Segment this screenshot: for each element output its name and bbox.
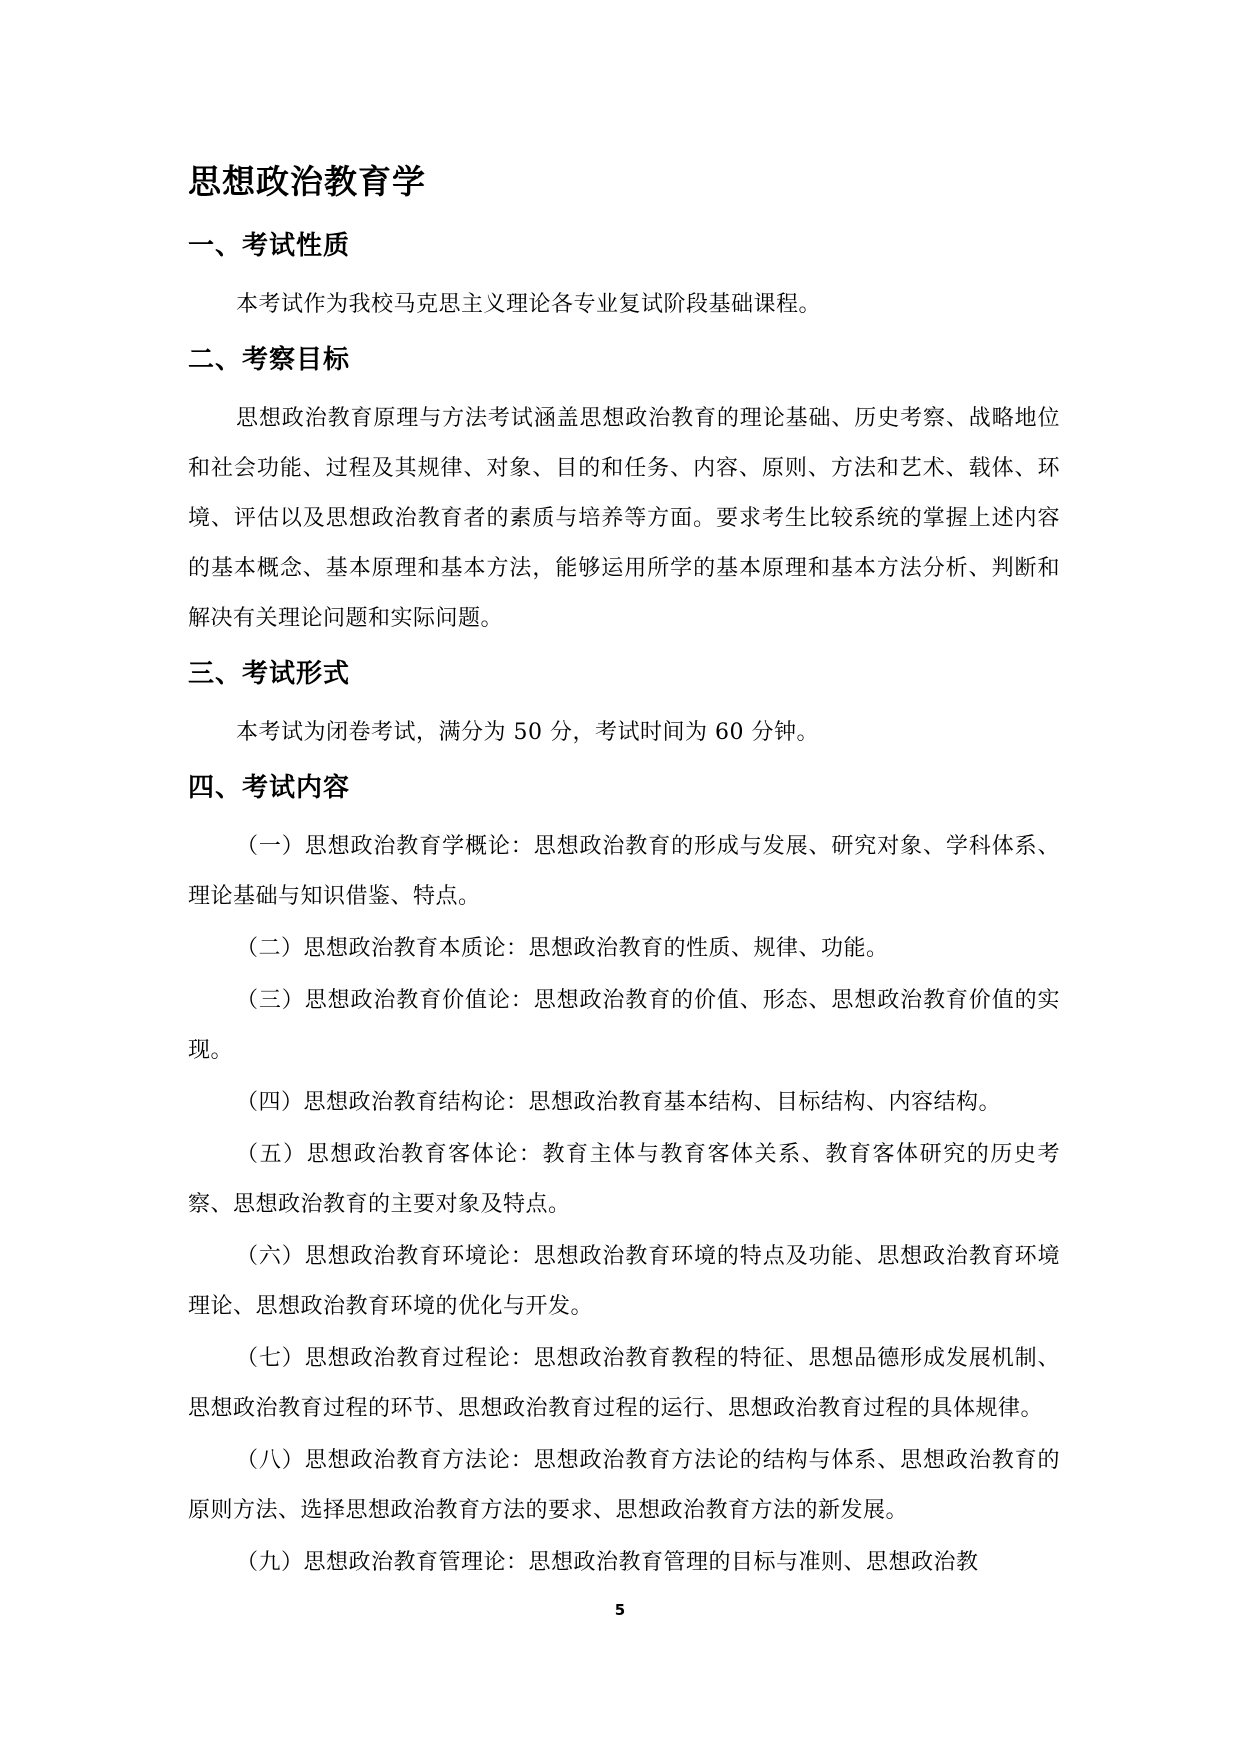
- content-item: （四）思想政治教育结构论：思想政治教育基本结构、目标结构、内容结构。: [236, 1090, 1002, 1115]
- content-item: （七）思想政治教育过程论：思想政治教育教程的特征、思想品德形成发展机制、思想政治教育过程的环节、思想政治教育过程的运行、思想政治教育过程的具体规律。: [188, 1346, 1060, 1421]
- section-heading: 三、考试形式: [188, 659, 351, 689]
- content-item: （二）思想政治教育本质论：思想政治教育的性质、规律、功能。: [236, 936, 889, 961]
- content-item: （三）思想政治教育价值论：思想政治教育的价值、形态、思想政治教育价值的实现。: [188, 988, 1060, 1063]
- section-exam-objectives: [188, 340, 1060, 644]
- page-number: 5: [614, 1601, 626, 1619]
- content-item: （六）思想政治教育环境论：思想政治教育环境的特点及功能、思想政治教育环境理论、思想政治教育环境的优化与开发。: [188, 1244, 1060, 1319]
- section-heading: 四、考试内容: [188, 773, 351, 803]
- paragraph: 思想政治教育原理与方法考试涵盖思想政治教育的理论基础、历史考察、战略地位和社会功能、过程及其规律、对象、目的和任务、内容、原则、方法和艺术、载体、环境、评估以及思想政治教育者的素质与培养等方面。要求考生比较系统的掌握上述内容的基本概念、基本原理和基本方法，能够运用所学的基本原理和基本方法分析、判断和解决有关理论问题和实际问题。: [188, 406, 1060, 631]
- paragraph: 本考试作为我校马克思主义理论各专业复试阶段基础课程。: [236, 292, 822, 317]
- section-heading: 一、考试性质: [188, 231, 351, 261]
- paragraph: 本考试为闭卷考试，满分为 50 分，考试时间为 60 分钟。: [236, 720, 819, 745]
- section-exam-nature: [188, 226, 1060, 330]
- content-item: （五）思想政治教育客体论：教育主体与教育客体关系、教育客体研究的历史考察、思想政治教育的主要对象及特点。: [188, 1142, 1060, 1217]
- document-body: [188, 226, 1060, 1598]
- document-title: 思想政治教育学: [188, 162, 426, 201]
- content-item: （九）思想政治教育管理论：思想政治教育管理的目标与准则、思想政治教: [236, 1550, 979, 1575]
- content-item: （八）思想政治教育方法论：思想政治教育方法论的结构与体系、思想政治教育的原则方法、选择思想政治教育方法的要求、思想政治教育方法的新发展。: [188, 1448, 1060, 1523]
- content-item: （一）思想政治教育学概论：思想政治教育的形成与发展、研究对象、学科体系、理论基础与知识借鉴、特点。: [188, 834, 1060, 909]
- section-exam-content: [188, 768, 1060, 1588]
- section-exam-format: [188, 654, 1060, 758]
- section-heading: 二、考察目标: [188, 345, 351, 375]
